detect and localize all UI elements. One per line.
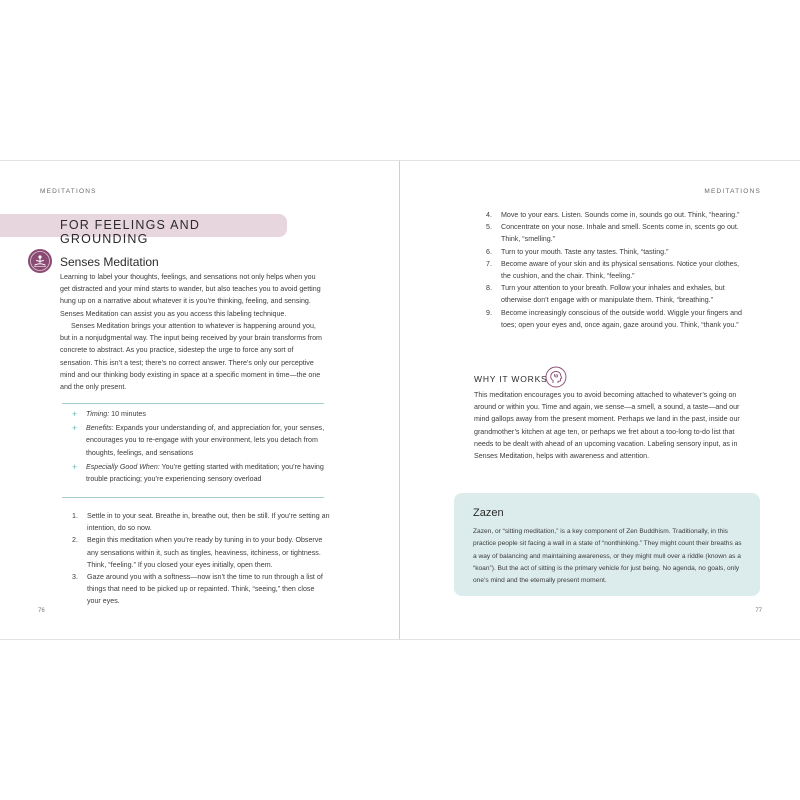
intro-paragraph-2: Senses Meditation brings your attention to whatever is happening around you, but in a nonjudgmental way. The input being received by your brain transforms from concrete to abstract. As you practice, sidestep the urge to force any sort of sensation. This isn’t a test; there’s no correct answer. There’s only our perceptive mind and our thinking body existing in space at a specific moment in time—the one and the only present.: [60, 322, 322, 392]
running-head-right: MEDITATIONS: [704, 188, 761, 195]
step-item: [72, 534, 330, 571]
head-with-swirl-icon: [545, 366, 567, 388]
step-number: 3.: [72, 573, 78, 582]
step-text: Become aware of your skin and its physical sensations. Notice your clothes, the cushion, and the chair. Think, “feeling.”: [501, 259, 740, 281]
meta-bottom-rule: [62, 497, 324, 498]
meditation-title: Senses Meditation: [60, 255, 159, 269]
steps-list-right: [486, 209, 742, 331]
meta-top-rule: [62, 403, 324, 404]
plus-icon: +: [72, 461, 78, 472]
steps-list-left: [72, 510, 330, 608]
page-number-right: 77: [755, 608, 762, 614]
step-number: 4.: [486, 211, 492, 219]
step-number: 2.: [72, 536, 78, 545]
step-number: 9.: [486, 308, 492, 317]
section-title: FOR FEELINGS AND GROUNDING: [60, 218, 201, 246]
meta-item-timing: [72, 408, 330, 420]
why-it-works-heading: WHY IT WORKS: [474, 374, 548, 384]
why-it-works-text: This meditation encourages you to avoid becoming attached to whatever’s going on around or within you. Time and again, we sense—a smell, a sound, a taste—and our mind gallops away from the present moment. Perhaps we land in the past, inside our grandmother’s kitchen at age ten, or perhaps we fret about a too-long to-do list that needs to be dealt with ahead of an upcoming vacation. Labeling sensory input, as in Senses Meditation, helps with awareness and attention.: [474, 391, 740, 461]
plus-icon: +: [72, 423, 78, 434]
sidebar-title: Zazen: [473, 507, 504, 519]
zazen-sidebar: [454, 493, 760, 596]
running-head-left: MEDITATIONS: [40, 188, 97, 195]
meta-label: Benefits:: [86, 424, 114, 433]
meta-item-benefits: [72, 422, 330, 459]
step-item: [486, 209, 742, 221]
sidebar-text: Zazen, or “sitting meditation,” is a key component of Zen Buddhism. Traditionally, in this practice people sit facing a wall in a state of “nonthinking.” They might count their breaths as a way of balancing and maintaining awareness, or they might mull over a riddle (known as a “koan”). But the act of sitting is the primary vehicle for just being. No agenda, no goals, only one’s mind and the eternally present moment.: [473, 528, 742, 585]
step-text: Turn your attention to your breath. Follow your inhales and exhales, but otherwise don’t engage with or manipulate them. Think, “breathing.”: [501, 284, 725, 305]
step-item: [486, 246, 742, 258]
book-spread: [0, 160, 800, 640]
step-item: [486, 282, 742, 306]
right-page: [400, 161, 800, 639]
step-item: [486, 258, 742, 282]
section-banner: [0, 214, 287, 246]
step-text: Concentrate on your nose. Inhale and smell. Scents come in, scents go out. Think, “smelling.”: [501, 223, 739, 244]
step-number: 7.: [486, 259, 492, 268]
plus-icon: +: [72, 409, 78, 419]
step-item: [72, 510, 330, 534]
step-item: [486, 307, 742, 331]
step-number: 8.: [486, 284, 492, 293]
page-number-left: 76: [38, 608, 45, 614]
meta-label: Especially Good When:: [86, 462, 160, 471]
step-text: Turn to your mouth. Taste any tastes. Think, “tasting.”: [501, 247, 669, 256]
meditating-figure-icon: [28, 249, 52, 273]
step-text: Move to your ears. Listen. Sounds come in, sounds go out. Think, “hearing.”: [501, 211, 740, 219]
intro-paragraph-1: Learning to label your thoughts, feelings, and sensations not only helps when you get distracted and your mind starts to wander, but also teaches you to avoid getting hung up on a narrative about whatever it is you’re thinking, feeling, and sensing. Senses Meditation can assist you as you access this labeling technique.: [60, 273, 321, 318]
step-text: Begin this meditation when you’re ready by tuning in to your body. Observe any sensations within it, such as tingles, heaviness, itchiness, or tightness. Think, “feeling.” If you closed your eyes initially, open them.: [87, 536, 323, 569]
step-item: [486, 221, 742, 245]
meta-text: 10 minutes: [109, 410, 146, 418]
step-text: Settle in to your seat. Breathe in, breathe out, then be still. If you’re setting an intention, do so now.: [87, 512, 330, 533]
left-page: [0, 161, 399, 639]
step-text: Gaze around you with a softness—now isn’t the time to run through a list of things that need to be picked up or repainted. Think, “seeing,” then close your eyes.: [87, 573, 323, 606]
meta-list: [72, 408, 330, 487]
meta-text: You’re getting started with meditation; you’re having trouble practicing; you’re experiencing sensory overload: [86, 462, 324, 484]
step-item: [72, 571, 330, 608]
step-number: 6.: [486, 247, 492, 256]
meta-text: Expands your understanding of, and appreciation for, your senses, encourages you to re-engage with your environment, lets you detach from thoughts, feelings, and sensations: [86, 424, 325, 457]
meta-item-especially-good-when: [72, 461, 330, 485]
step-number: 5.: [486, 223, 492, 232]
step-text: Become increasingly conscious of the outside world. Wiggle your fingers and toes; open your eyes and, once again, gaze around you. Think, “thank you.”: [501, 308, 742, 329]
step-number: 1.: [72, 512, 78, 520]
meta-label: Timing:: [86, 410, 110, 418]
